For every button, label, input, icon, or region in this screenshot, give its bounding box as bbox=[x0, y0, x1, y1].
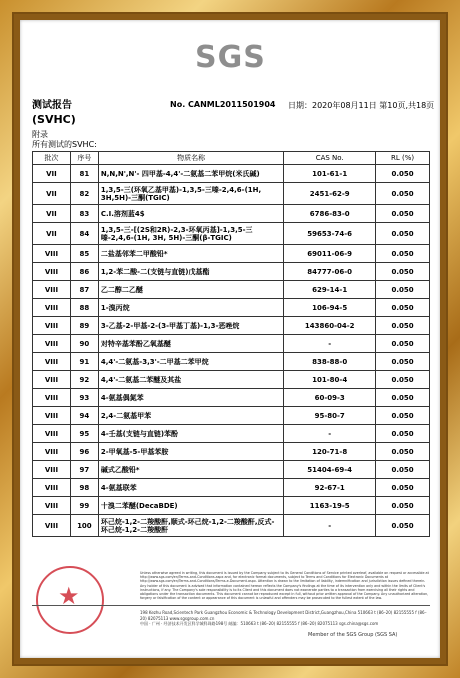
substance-cell: 4-壬基(支链与直链)苯酚 bbox=[98, 425, 283, 443]
table-row bbox=[33, 299, 430, 317]
cas-cell: 69011-06-9 bbox=[284, 245, 376, 263]
cas-cell: 1163-19-5 bbox=[284, 497, 376, 515]
substance-cell: 对特辛基苯酚乙氧基醚 bbox=[98, 335, 283, 353]
table-row bbox=[33, 497, 430, 515]
substance-cell: 2-甲氧基-5-甲基苯胺 bbox=[98, 443, 283, 461]
number-cell: 85 bbox=[70, 245, 98, 263]
cas-cell: 59653-74-6 bbox=[284, 223, 376, 245]
rl-cell: 0.050 bbox=[376, 497, 430, 515]
substance-cell: 碱式乙酸铅* bbox=[98, 461, 283, 479]
number-cell: 95 bbox=[70, 425, 98, 443]
substance-cell: N,N,N',N'- 四甲基-4,4'-二氨基二苯甲烷(米氏碱) bbox=[98, 165, 283, 183]
batch-cell: VIII bbox=[33, 461, 71, 479]
number-cell: 98 bbox=[70, 479, 98, 497]
attachment-block bbox=[32, 130, 97, 150]
substance-cell: C.I.溶剂蓝4$ bbox=[98, 205, 283, 223]
table-row bbox=[33, 317, 430, 335]
substance-cell: 4,4'-二氨基-3,3'-二甲基二苯甲烷 bbox=[98, 353, 283, 371]
report-date-page bbox=[288, 100, 434, 111]
rl-cell: 0.050 bbox=[376, 205, 430, 223]
number-cell: 83 bbox=[70, 205, 98, 223]
report-date: 日期：2020年08月11日 bbox=[288, 101, 377, 110]
column-header: 序号 bbox=[70, 152, 98, 165]
sgs-logo: SGS bbox=[195, 40, 266, 75]
report-title-block bbox=[32, 96, 76, 126]
number-cell: 88 bbox=[70, 299, 98, 317]
table-row bbox=[33, 407, 430, 425]
number-cell: 87 bbox=[70, 281, 98, 299]
cas-cell: - bbox=[284, 425, 376, 443]
number-cell: 89 bbox=[70, 317, 98, 335]
number-cell: 90 bbox=[70, 335, 98, 353]
substance-cell: 乙二醇二乙醚 bbox=[98, 281, 283, 299]
cas-cell: 101-80-4 bbox=[284, 371, 376, 389]
report-page bbox=[20, 20, 440, 658]
footer-address bbox=[140, 610, 432, 627]
batch-cell: VIII bbox=[33, 389, 71, 407]
cas-cell: 101-61-1 bbox=[284, 165, 376, 183]
table-row bbox=[33, 389, 430, 407]
report-number: No. CANML2011501904 bbox=[170, 100, 276, 109]
batch-cell: VIII bbox=[33, 353, 71, 371]
substance-cell: 二盐基邻苯二甲酸铅* bbox=[98, 245, 283, 263]
table-row bbox=[33, 353, 430, 371]
table-row bbox=[33, 183, 430, 205]
table-row bbox=[33, 281, 430, 299]
table-row bbox=[33, 263, 430, 281]
number-cell: 92 bbox=[70, 371, 98, 389]
column-header: 批次 bbox=[33, 152, 71, 165]
rl-cell: 0.050 bbox=[376, 299, 430, 317]
number-cell: 91 bbox=[70, 353, 98, 371]
table-row bbox=[33, 371, 430, 389]
table-row bbox=[33, 335, 430, 353]
column-header: 物质名称 bbox=[98, 152, 283, 165]
table-row bbox=[33, 245, 430, 263]
rl-cell: 0.050 bbox=[376, 425, 430, 443]
cas-cell: 6786-83-0 bbox=[284, 205, 376, 223]
number-cell: 96 bbox=[70, 443, 98, 461]
inspection-seal-stamp bbox=[36, 566, 104, 634]
seal-star-icon: ★ bbox=[58, 582, 80, 610]
number-cell: 82 bbox=[70, 183, 98, 205]
table-row bbox=[33, 515, 430, 537]
cas-cell: 95-80-7 bbox=[284, 407, 376, 425]
batch-cell: VIII bbox=[33, 317, 71, 335]
batch-cell: VII bbox=[33, 205, 71, 223]
batch-cell: VII bbox=[33, 165, 71, 183]
number-cell: 81 bbox=[70, 165, 98, 183]
number-cell: 86 bbox=[70, 263, 98, 281]
rl-cell: 0.050 bbox=[376, 407, 430, 425]
cas-cell: 106-94-5 bbox=[284, 299, 376, 317]
page-number: 第10页,共18页 bbox=[379, 101, 435, 110]
rl-cell: 0.050 bbox=[376, 479, 430, 497]
rl-cell: 0.050 bbox=[376, 165, 430, 183]
rl-cell: 0.050 bbox=[376, 317, 430, 335]
rl-cell: 0.050 bbox=[376, 461, 430, 479]
number-cell: 100 bbox=[70, 515, 98, 537]
cas-cell: - bbox=[284, 335, 376, 353]
rl-cell: 0.050 bbox=[376, 335, 430, 353]
batch-cell: VIII bbox=[33, 407, 71, 425]
batch-cell: VIII bbox=[33, 515, 71, 537]
batch-cell: VIII bbox=[33, 479, 71, 497]
batch-cell: VIII bbox=[33, 371, 71, 389]
substance-cell: 1,3,5-三(环氧乙基甲基)-1,3,5-三嗪-2,4,6-(1H, 3H,5H)-三酮(TGIC) bbox=[98, 183, 283, 205]
batch-cell: VIII bbox=[33, 245, 71, 263]
substance-cell: 1,2-苯二酸-二(支链与直链)戊基酯 bbox=[98, 263, 283, 281]
footer-divider bbox=[32, 605, 430, 606]
batch-cell: VIII bbox=[33, 425, 71, 443]
cas-cell: 60-09-3 bbox=[284, 389, 376, 407]
rl-cell: 0.050 bbox=[376, 183, 430, 205]
table-row bbox=[33, 165, 430, 183]
cas-cell: - bbox=[284, 515, 376, 537]
cas-cell: 2451-62-9 bbox=[284, 183, 376, 205]
number-cell: 99 bbox=[70, 497, 98, 515]
substance-cell: 4,4'-二氨基二苯醚及其盐 bbox=[98, 371, 283, 389]
table-row bbox=[33, 443, 430, 461]
attachment-label: 附录 bbox=[32, 130, 48, 139]
footer-disclaimer: Unless otherwise agreed in writing, this document is issued by the Company subject to its General Conditions of Service printed overleaf, available on request or accessible at http://www.sgs.com/en/Terms-and-Conditions.aspx and, for electronic format documents, subject to Terms and Conditions for Electronic Documents at http://www.sgs.com/en/Terms-and-Conditions/Terms-e-Document.aspx. Attention is drawn to the limitation of liability, indemnification and jurisdiction issues defined therein. Any holder of this document is advised that information contained hereon reflects the Company's findings at the time of its intervention only and within the limits of Client's instructions, if any. The Company's sole responsibility is to its Client and this document does not exonerate parties to a transaction from exercising all their rights and obligations under the transaction documents. This document cannot be reproduced except in full, without prior written approval of the Company. Any unauthorized alteration, forgery or falsification of the content or appearance of this document is unlawful and offenders may be prosecuted to the fullest extent of the law. bbox=[140, 571, 429, 601]
rl-cell: 0.050 bbox=[376, 281, 430, 299]
cas-cell: 92-67-1 bbox=[284, 479, 376, 497]
substance-cell: 1,3,5-三-[(2S和2R)-2,3-环氧丙基]-1,3,5-三嗪-2,4,6-(1H, 3H, 5H)-三酮(β-TGIC) bbox=[98, 223, 283, 245]
rl-cell: 0.050 bbox=[376, 223, 430, 245]
table-row bbox=[33, 425, 430, 443]
column-header: RL (%) bbox=[376, 152, 430, 165]
rl-cell: 0.050 bbox=[376, 263, 430, 281]
number-cell: 84 bbox=[70, 223, 98, 245]
substance-cell: 4-氨基联苯 bbox=[98, 479, 283, 497]
svhc-list-title: 所有测试的SVHC: bbox=[32, 140, 97, 149]
batch-cell: VIII bbox=[33, 281, 71, 299]
rl-cell: 0.050 bbox=[376, 443, 430, 461]
batch-cell: VII bbox=[33, 183, 71, 205]
rl-cell: 0.050 bbox=[376, 515, 430, 537]
number-cell: 93 bbox=[70, 389, 98, 407]
report-title: 测试报告 bbox=[32, 100, 72, 111]
table-row bbox=[33, 223, 430, 245]
report-subtitle: (SVHC) bbox=[32, 113, 76, 126]
batch-cell: VIII bbox=[33, 263, 71, 281]
cas-cell: 51404-69-4 bbox=[284, 461, 376, 479]
rl-cell: 0.050 bbox=[376, 389, 430, 407]
rl-cell: 0.050 bbox=[376, 245, 430, 263]
rl-cell: 0.050 bbox=[376, 371, 430, 389]
rl-cell: 0.050 bbox=[376, 353, 430, 371]
number-cell: 94 bbox=[70, 407, 98, 425]
cas-cell: 838-88-0 bbox=[284, 353, 376, 371]
member-of-sgs: Member of the SGS Group (SGS SA) bbox=[308, 632, 398, 638]
substance-cell: 4-氨基偶氮苯 bbox=[98, 389, 283, 407]
number-cell: 97 bbox=[70, 461, 98, 479]
substance-cell: 环己烷-1,2-二羧酸酐,顺式-环己烷-1,2-二羧酸酐,反式-环己烷-1,2-二羧酸酐 bbox=[98, 515, 283, 537]
batch-cell: VIII bbox=[33, 299, 71, 317]
column-header: CAS No. bbox=[284, 152, 376, 165]
cas-cell: 629-14-1 bbox=[284, 281, 376, 299]
batch-cell: VIII bbox=[33, 497, 71, 515]
cas-cell: 120-71-8 bbox=[284, 443, 376, 461]
table-row bbox=[33, 205, 430, 223]
table-row bbox=[33, 461, 430, 479]
cas-cell: 143860-04-2 bbox=[284, 317, 376, 335]
footer-address-cn: 中国 · 广州 · 经济技术开发区科学城科珠路198号 邮编：510663 t (86–20) 82155555 f (86–20) 82075113 sgs.china@sgs.com bbox=[140, 621, 379, 626]
batch-cell: VIII bbox=[33, 335, 71, 353]
footer-address-en: 198 Kezhu Road,Scientech Park Guangzhou Economic & Technology Development District,Guangzhou,China 510663 t (86–20) 82155555 f (86–20) 82075113 www.sgsgroup.com.cn bbox=[140, 610, 427, 621]
substance-cell: 3-乙基-2-甲基-2-(3-甲基丁基)-1,3-恶唑烷 bbox=[98, 317, 283, 335]
table-header-row bbox=[33, 152, 430, 165]
batch-cell: VII bbox=[33, 223, 71, 245]
substance-cell: 2,4-二氨基甲苯 bbox=[98, 407, 283, 425]
substance-cell: 十溴二苯醚(DecaBDE) bbox=[98, 497, 283, 515]
cas-cell: 84777-06-0 bbox=[284, 263, 376, 281]
batch-cell: VIII bbox=[33, 443, 71, 461]
substance-cell: 1-溴丙烷 bbox=[98, 299, 283, 317]
svhc-table bbox=[32, 151, 430, 537]
table-row bbox=[33, 479, 430, 497]
